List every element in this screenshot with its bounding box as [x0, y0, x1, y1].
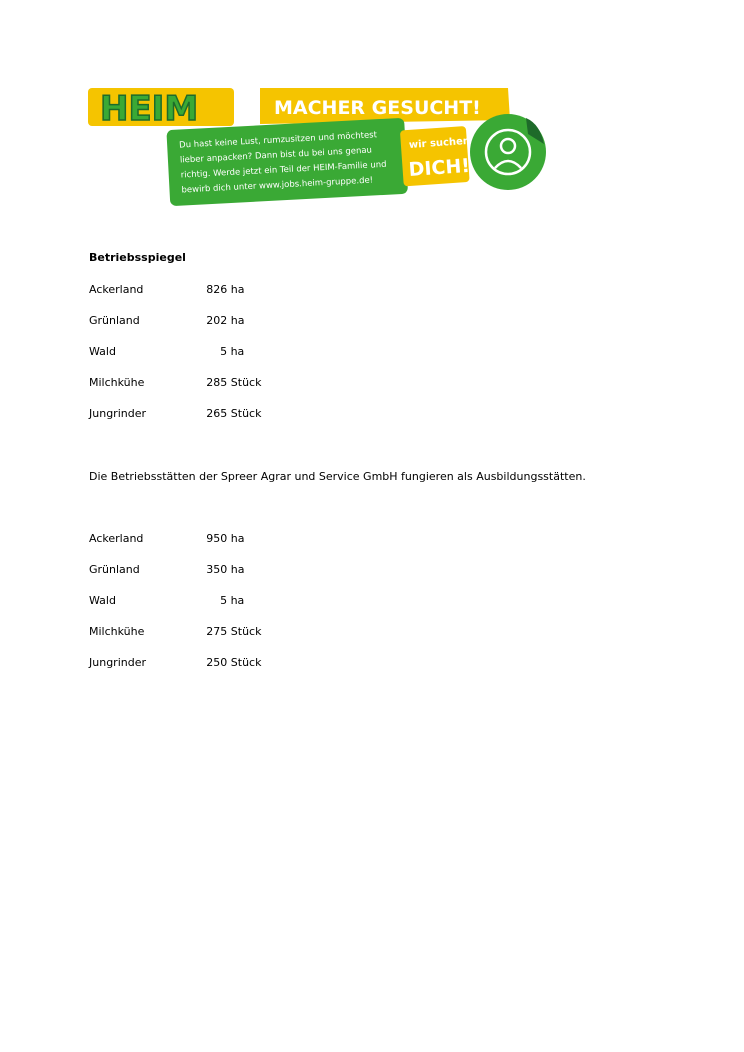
figure-value: 275 Stück	[206, 625, 262, 638]
figure-value: 202 ha	[206, 314, 245, 327]
figure-row	[89, 314, 289, 328]
figure-label: Jungrinder	[89, 407, 146, 420]
figure-row	[89, 625, 289, 639]
figure-row	[89, 345, 289, 359]
figure-row	[89, 376, 289, 390]
figure-label: Milchkühe	[89, 625, 145, 638]
figure-row	[89, 532, 289, 546]
tag-big-text: DICH!	[407, 154, 471, 182]
training-sites-paragraph: Die Betriebsstätten der Spreer Agrar und Service GmbH fungieren als Ausbildungsstätten.	[89, 470, 586, 483]
figure-row	[89, 407, 289, 421]
figure-label: Wald	[89, 345, 116, 358]
figure-value: 350 ha	[206, 563, 245, 576]
figure-row	[89, 656, 289, 670]
figure-value: 265 Stück	[206, 407, 262, 420]
figure-label: Grünland	[89, 563, 140, 576]
figure-label: Ackerland	[89, 532, 144, 545]
figure-label: Jungrinder	[89, 656, 146, 669]
figure-row	[89, 563, 289, 577]
figure-value: 5 ha	[220, 345, 245, 358]
body-line-3: richtig. Werde jetzt ein Teil der HEIM-Familie und	[180, 159, 387, 181]
figure-value: 250 Stück	[206, 656, 262, 669]
figure-value: 5 ha	[220, 594, 245, 607]
figure-value: 950 ha	[206, 532, 245, 545]
section-heading: Betriebsspiegel	[89, 251, 186, 264]
figure-label: Wald	[89, 594, 116, 607]
figure-label: Grünland	[89, 314, 140, 327]
body-line-4: bewirb dich unter www.jobs.heim-gruppe.de!	[181, 175, 374, 196]
heim-logo: HEIM	[100, 89, 199, 129]
body-line-1: Du hast keine Lust, rumzusitzen und möchtest	[178, 130, 378, 151]
banner-graphic	[88, 84, 548, 206]
job-banner	[88, 84, 548, 206]
figure-value: 285 Stück	[206, 376, 262, 389]
figure-label: Ackerland	[89, 283, 144, 296]
user-sticker-icon	[470, 114, 546, 190]
figure-value: 826 ha	[206, 283, 245, 296]
figure-label: Milchkühe	[89, 376, 145, 389]
body-line-2: lieber anpacken? Dann bist du bei uns genau	[179, 145, 373, 166]
tag-small-text: wir suchen	[408, 135, 471, 151]
figure-row	[89, 594, 289, 608]
figure-row	[89, 283, 289, 297]
headline-text: MACHER GESUCHT!	[274, 97, 481, 119]
